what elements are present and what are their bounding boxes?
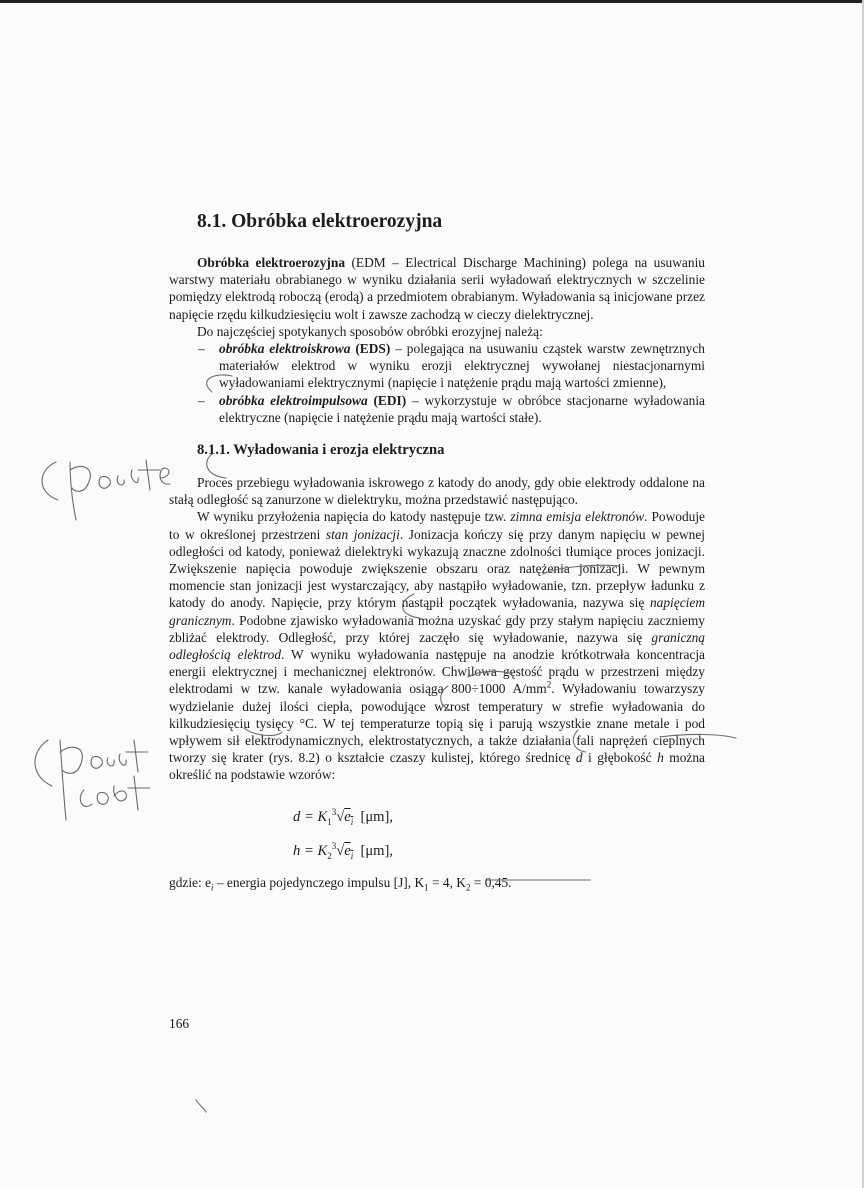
section-title: 8.1. Obróbka elektroerozyjna	[197, 211, 443, 232]
page-number: 166	[169, 1016, 190, 1031]
margin-scribble-3	[80, 776, 150, 810]
margin-scribble-1	[42, 460, 170, 520]
paragraph-process: Proces przebiegu wyładowania iskrowego z katody do anody, gdy obie elektrody oddalone na stałą odległość są zanurzone w dielektryku, można przedstawić następująco.	[169, 475, 705, 508]
list-item: – obróbka elektroimpulsowa (EDI) – wykorzystuje w obróbce stacjonarne wyładowania elektryczne (napięcie i natężenie prądu mają wartości stałe).	[198, 392, 705, 425]
margin-scribble-2	[35, 740, 148, 820]
formula-depth: $h = K_2^3√e_i$ [μm],	[293, 840, 394, 861]
list-intro: Do najczęściej spotykanych sposobów obróbki erozyjnej należą:	[197, 323, 543, 339]
list-item: – obróbka elektroiskrowa (EDS) – polegająca na usuwaniu cząstek warstw zewnętrznych materiałów elektrod w wyniku erozji elektrycznej wywołanej niestacjonarnymi wyładowaniami elektrycznymi (napięcie i natężenie prądu mają wartości zmienne),	[198, 341, 705, 391]
scan-top-edge	[0, 0, 864, 3]
intro-paragraph: Obróbka elektroerozyjna (EDM – Electrical Discharge Machining) polega na usuwaniu warstwy materiału obrabianego w wyniku działania serii wyładowań elektrycznych w szczelinie pomiędzy elektrodą roboczą (erodą) a przedmiotem obrabianym. Wyładowania są inicjowane przez napięcie rzędu kilkudziesięciu wolt i zawsze zachodzą w cieczy dielektrycznej.	[169, 255, 705, 322]
formulas	[169, 806, 705, 862]
formula-legend: gdzie: $e_i$ – energia pojedynczego impulsu [J], $K_1 = 4$, $K_2 = 0,45$.	[169, 874, 512, 893]
subsection-title: 8.1.1. Wyładowania i erozja elektryczna	[197, 442, 445, 459]
pencil-dot	[196, 1100, 206, 1112]
methods-list	[169, 340, 705, 426]
formula-diameter: $d = K_1^3√e_i$ [μm],	[293, 806, 394, 827]
document-body	[169, 210, 705, 891]
paragraph-discharge: W wyniku przyłożenia napięcia do katody następuje tzw. zimna emisja elektronów. Powoduje to w określonej przestrzeni stan jonizacji. Jonizacja kończy się przy danym napięciu w pewnej odległości od katody, ponieważ dielektryki wykazują znaczne zdolności tłumiące proces jonizacji. Zwiększenie napięcia powoduje zwiększenie obszaru oraz natężenia jonizacji. W pewnym momencie stan jonizacji jest wystarczający, aby nastąpiło wyładowanie, tzn. przepływ ładunku z katody do anody. Napięcie, przy którym nastąpił początek wyładowania, nazywa się napięciem granicznym. Podobne zjawisko wyładowania można uzyskać gdy przy stałym napięciu zaczniemy zbliżać elektrody. Odległość, przy której zaczęło się wyładowanie, nazywa się graniczną odległością elektrod. W wyniku wyładowania następuje na anodzie krótkotrwała koncentracja energii elektrycznej i mechanicznej elektronów. Chwilowa gęstość prądu w przestrzeni między elektrodami w tzw. kanale wyładowania osiąga 800÷1000 $A/mm^2$. Wyładowaniu towarzyszy wydzielanie dużej ilości ciepła, powodujące wzrost temperatury w strefie wyładowania do kilkudziesięciu tysięcy °C. W tej temperaturze topią się i parują wszystkie znane metale i pod wpływem sił elektrodynamicznych, elektrostatycznych, a także działania fali naprężeń cieplnych tworzy się krater (rys. 8.2) o kształcie czaszy kulistej, którego średnicę d i głębokość h można określić na podstawie wzorów:	[169, 509, 706, 783]
intro-term: Obróbka elektroerozyjna	[197, 255, 346, 270]
